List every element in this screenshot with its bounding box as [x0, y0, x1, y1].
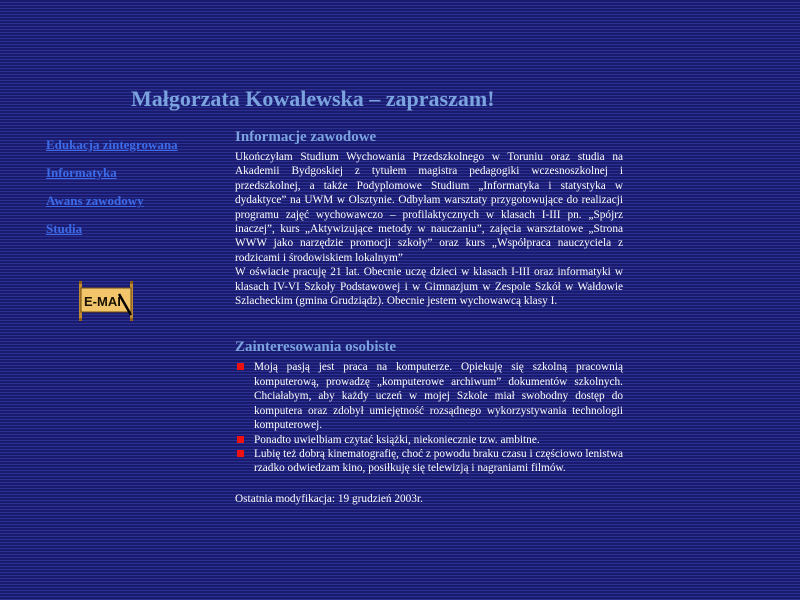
section-heading-personal: Zainteresowania osobiste: [235, 339, 396, 356]
main-content: [235, 128, 623, 505]
professional-paragraph-education: Ukończyłam Studium Wychowania Przedszkolnego w Toruniu oraz studia na Akademii Bydgoskiej z tytułem magistra pedagogiki wczesnoszkolnej i przedszkolnej, a także Podyplomowe Studium „Informatyka i statystyka w dydaktyce” na UWM w Olsztynie. Odbyłam warsztaty przygotowujące do realizacji programu zajęć wychowawczo – profilaktycznych w klasach I-III pn. „Spójrz inaczej”, kurs „Aktywizujące metody w nauczaniu”, zajęcia warsztatowe „Strona WWW jako narzędzie promocji szkoły” oraz kurs „Współpraca nauczyciela z rodzicami i środowiskiem lokalnym”: [235, 151, 623, 264]
nav-link-awans-zawodowy[interactable]: Awans zawodowy: [46, 193, 144, 208]
svg-text:E-MAI: E-MAI: [84, 294, 121, 309]
interests-list: [235, 360, 623, 475]
list-item-text: Lubię też dobrą kinematografię, choć z powodu braku czasu i częściowo lenistwa rzadko odwiedzam kino, posiłkuję się telewizją i nagraniami filmów.: [254, 447, 623, 475]
personal-interests-section: [235, 338, 623, 504]
email-button[interactable]: [77, 281, 137, 321]
nav-link-informatyka[interactable]: Informatyka: [46, 165, 117, 180]
section-heading-professional: Informacje zawodowe: [235, 129, 377, 145]
list-item-text: Moją pasją jest praca na komputerze. Opiekuję się szkolną pracownią komputerową, prowadzę „komputerowe archiwum” dokumentów szkolnych. Chciałabym, aby każdy uczeń w mojej Szkole miał swobodny dostęp do komputera oraz zdobył umiejętność rozsądnego wykorzystywania technologii komputerowej.: [254, 361, 623, 432]
list-item-text: Ponadto uwielbiam czytać książki, niekoniecznie tzw. ambitne.: [254, 433, 540, 446]
professional-paragraph-work: W oświacie pracuję 21 lat. Obecnie uczę dzieci w klasach I-III oraz informatyki w klasach IV-VI Szkoły Podstawowej i w Gimnazjum w Zespole Szkół w Wałdowie Szlacheckim (gmina Grudziądz). Obecnie jestem wychowawcą klasy I.: [235, 266, 623, 308]
last-modified: Ostatnia modyfikacja: 19 grudzień 2003r.: [235, 492, 423, 505]
list-item: [235, 360, 623, 432]
list-item: [235, 433, 623, 447]
list-item: [235, 447, 623, 476]
red-square-bullet-icon: [237, 363, 244, 370]
page-title: Małgorzata Kowalewska – zapraszam!: [131, 86, 495, 111]
side-navigation: [46, 137, 178, 249]
nav-link-edukacja-zintegrowana[interactable]: Edukacja zintegrowana: [46, 137, 178, 152]
nav-link-studia[interactable]: Studia: [46, 221, 83, 236]
scroll-email-icon: [77, 281, 137, 321]
red-square-bullet-icon: [237, 450, 244, 457]
red-square-bullet-icon: [237, 436, 244, 443]
